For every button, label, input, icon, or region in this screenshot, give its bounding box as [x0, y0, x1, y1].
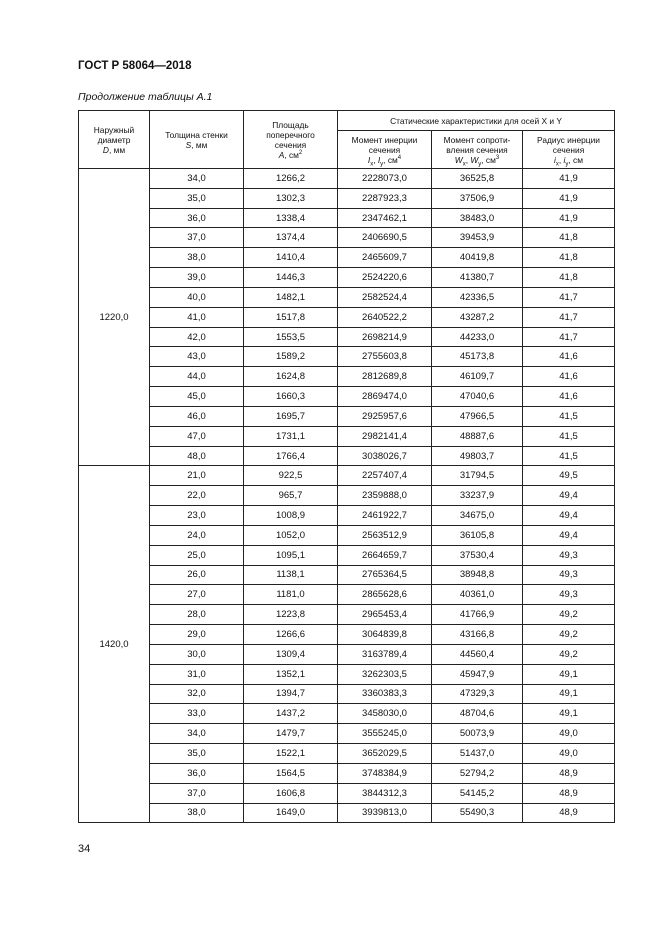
moment-of-inertia-cell: 2465609,7: [338, 248, 432, 268]
area-cell: 1479,7: [244, 724, 338, 744]
table-row: [79, 327, 615, 347]
section-modulus-cell: 50073,9: [432, 724, 523, 744]
table-row: [79, 406, 615, 426]
moment-of-inertia-cell: 2812689,8: [338, 367, 432, 387]
moment-of-inertia-cell: 2925957,6: [338, 406, 432, 426]
table-row: [79, 466, 615, 486]
moment-of-inertia-cell: 3458030,0: [338, 704, 432, 724]
wall-thickness-cell: 23,0: [150, 506, 244, 526]
header-section-modulus: Момент сопроти- вления сечения $W_x$, $W_y$, $см^3$: [432, 131, 523, 169]
table-row: [79, 506, 615, 526]
table-row: [79, 307, 615, 327]
moment-of-inertia-cell: 3939813,0: [338, 803, 432, 823]
table-row: [79, 625, 615, 645]
wall-thickness-cell: 40,0: [150, 287, 244, 307]
table-caption: Продолжение таблицы А.1: [78, 91, 213, 103]
moment-of-inertia-cell: 2865628,6: [338, 585, 432, 605]
table-row: [79, 446, 615, 466]
moment-of-inertia-cell: 3038026,7: [338, 446, 432, 466]
moment-of-inertia-cell: 2582524,4: [338, 287, 432, 307]
moment-of-inertia-cell: 2640522,2: [338, 307, 432, 327]
moment-of-inertia-cell: 2287923,3: [338, 188, 432, 208]
radius-of-gyration-cell: 41,7: [523, 327, 615, 347]
document-header: ГОСТ Р 58064—2018: [78, 60, 192, 72]
area-cell: 922,5: [244, 466, 338, 486]
moment-of-inertia-cell: 3262303,5: [338, 664, 432, 684]
moment-of-inertia-cell: 2765364,5: [338, 565, 432, 585]
section-modulus-cell: 45173,8: [432, 347, 523, 367]
radius-of-gyration-cell: 48,9: [523, 763, 615, 783]
table-row: [79, 228, 615, 248]
area-cell: 1338,4: [244, 208, 338, 228]
section-modulus-cell: 47966,5: [432, 406, 523, 426]
radius-of-gyration-cell: 41,5: [523, 426, 615, 446]
wall-thickness-cell: 22,0: [150, 486, 244, 506]
area-cell: 1766,4: [244, 446, 338, 466]
moment-of-inertia-cell: 2563512,9: [338, 525, 432, 545]
moment-of-inertia-cell: 3163789,4: [338, 644, 432, 664]
area-cell: 1008,9: [244, 506, 338, 526]
moment-of-inertia-cell: 3652029,5: [338, 744, 432, 764]
radius-of-gyration-cell: 41,8: [523, 248, 615, 268]
area-cell: 1352,1: [244, 664, 338, 684]
section-modulus-cell: 44233,0: [432, 327, 523, 347]
section-modulus-cell: 40419,8: [432, 248, 523, 268]
wall-thickness-cell: 38,0: [150, 803, 244, 823]
radius-of-gyration-cell: 41,6: [523, 367, 615, 387]
outer-diameter-cell: 1220,0: [79, 169, 150, 466]
moment-of-inertia-cell: 2359888,0: [338, 486, 432, 506]
section-modulus-cell: 38948,8: [432, 565, 523, 585]
radius-of-gyration-cell: 49,4: [523, 525, 615, 545]
section-modulus-cell: 44560,4: [432, 644, 523, 664]
wall-thickness-cell: 25,0: [150, 545, 244, 565]
table-row: [79, 268, 615, 288]
moment-of-inertia-cell: 2406690,5: [338, 228, 432, 248]
radius-of-gyration-cell: 49,1: [523, 684, 615, 704]
moment-of-inertia-cell: 3748384,9: [338, 763, 432, 783]
radius-of-gyration-cell: 49,5: [523, 466, 615, 486]
area-cell: 1374,4: [244, 228, 338, 248]
radius-of-gyration-cell: 41,8: [523, 228, 615, 248]
table-row: [79, 367, 615, 387]
section-modulus-cell: 38483,0: [432, 208, 523, 228]
page-number: 34: [78, 843, 91, 855]
section-modulus-cell: 47329,3: [432, 684, 523, 704]
moment-of-inertia-cell: 2461922,7: [338, 506, 432, 526]
header-radius-of-gyration: Радиус инерции сечения $i_x$, $i_y$, см: [523, 131, 615, 169]
area-cell: 1410,4: [244, 248, 338, 268]
radius-of-gyration-cell: 48,9: [523, 803, 615, 823]
section-modulus-cell: 47040,6: [432, 387, 523, 407]
radius-of-gyration-cell: 49,3: [523, 565, 615, 585]
radius-of-gyration-cell: 41,8: [523, 268, 615, 288]
moment-of-inertia-cell: 2664659,7: [338, 545, 432, 565]
area-cell: 1564,5: [244, 763, 338, 783]
section-modulus-cell: 45947,9: [432, 664, 523, 684]
header-static-characteristics: Статические характеристики для осей X и Y: [338, 111, 615, 131]
moment-of-inertia-cell: 3844312,3: [338, 783, 432, 803]
radius-of-gyration-cell: 49,1: [523, 704, 615, 724]
radius-of-gyration-cell: 49,4: [523, 506, 615, 526]
section-modulus-cell: 43166,8: [432, 625, 523, 645]
section-modulus-cell: 48887,6: [432, 426, 523, 446]
area-cell: 1731,1: [244, 426, 338, 446]
area-cell: 1589,2: [244, 347, 338, 367]
header-cross-section-area: Площадь поперечного сечения A, $см^2$: [244, 111, 338, 169]
wall-thickness-cell: 36,0: [150, 208, 244, 228]
radius-of-gyration-cell: 41,9: [523, 208, 615, 228]
wall-thickness-cell: 39,0: [150, 268, 244, 288]
area-cell: 1394,7: [244, 684, 338, 704]
section-modulus-cell: 31794,5: [432, 466, 523, 486]
table-row: [79, 763, 615, 783]
wall-thickness-cell: 31,0: [150, 664, 244, 684]
section-modulus-cell: 40361,0: [432, 585, 523, 605]
radius-of-gyration-cell: 49,4: [523, 486, 615, 506]
wall-thickness-cell: 47,0: [150, 426, 244, 446]
radius-of-gyration-cell: 49,3: [523, 545, 615, 565]
moment-of-inertia-cell: 2228073,0: [338, 169, 432, 189]
area-cell: 1482,1: [244, 287, 338, 307]
section-modulus-cell: 54145,2: [432, 783, 523, 803]
steel-pipe-properties-table: [78, 110, 615, 823]
area-cell: 1660,3: [244, 387, 338, 407]
moment-of-inertia-cell: 2755603,8: [338, 347, 432, 367]
table-row: [79, 387, 615, 407]
wall-thickness-cell: 21,0: [150, 466, 244, 486]
wall-thickness-cell: 42,0: [150, 327, 244, 347]
moment-of-inertia-cell: 2347462,1: [338, 208, 432, 228]
radius-of-gyration-cell: 49,2: [523, 625, 615, 645]
table-row: [79, 525, 615, 545]
section-modulus-cell: 33237,9: [432, 486, 523, 506]
radius-of-gyration-cell: 49,1: [523, 664, 615, 684]
radius-of-gyration-cell: 41,9: [523, 188, 615, 208]
radius-of-gyration-cell: 49,3: [523, 585, 615, 605]
area-cell: 1624,8: [244, 367, 338, 387]
radius-of-gyration-cell: 41,9: [523, 169, 615, 189]
wall-thickness-cell: 41,0: [150, 307, 244, 327]
area-cell: 1695,7: [244, 406, 338, 426]
table-row: [79, 287, 615, 307]
table-row: [79, 169, 615, 189]
moment-of-inertia-cell: 3064839,8: [338, 625, 432, 645]
header-outer-diameter: Наружный диаметр D, мм: [79, 111, 150, 169]
section-modulus-cell: 34675,0: [432, 506, 523, 526]
section-modulus-cell: 43287,2: [432, 307, 523, 327]
radius-of-gyration-cell: 41,6: [523, 347, 615, 367]
area-cell: 1553,5: [244, 327, 338, 347]
section-modulus-cell: 42336,5: [432, 287, 523, 307]
wall-thickness-cell: 34,0: [150, 724, 244, 744]
radius-of-gyration-cell: 41,6: [523, 387, 615, 407]
wall-thickness-cell: 34,0: [150, 169, 244, 189]
area-cell: 1522,1: [244, 744, 338, 764]
section-modulus-cell: 52794,2: [432, 763, 523, 783]
wall-thickness-cell: 37,0: [150, 783, 244, 803]
table-row: [79, 426, 615, 446]
wall-thickness-cell: 48,0: [150, 446, 244, 466]
moment-of-inertia-cell: 3360383,3: [338, 684, 432, 704]
area-cell: 1649,0: [244, 803, 338, 823]
area-cell: 1052,0: [244, 525, 338, 545]
area-cell: 1138,1: [244, 565, 338, 585]
section-modulus-cell: 55490,3: [432, 803, 523, 823]
area-cell: 1446,3: [244, 268, 338, 288]
table-row: [79, 545, 615, 565]
area-cell: 1266,2: [244, 169, 338, 189]
wall-thickness-cell: 38,0: [150, 248, 244, 268]
section-modulus-cell: 49803,7: [432, 446, 523, 466]
table-row: [79, 585, 615, 605]
moment-of-inertia-cell: 2257407,4: [338, 466, 432, 486]
wall-thickness-cell: 24,0: [150, 525, 244, 545]
moment-of-inertia-cell: 2698214,9: [338, 327, 432, 347]
section-modulus-cell: 36105,8: [432, 525, 523, 545]
area-cell: 1266,6: [244, 625, 338, 645]
wall-thickness-cell: 35,0: [150, 188, 244, 208]
table-row: [79, 783, 615, 803]
table-row: [79, 803, 615, 823]
wall-thickness-cell: 35,0: [150, 744, 244, 764]
radius-of-gyration-cell: 49,0: [523, 724, 615, 744]
table-row: [79, 347, 615, 367]
area-cell: 1302,3: [244, 188, 338, 208]
area-cell: 1095,1: [244, 545, 338, 565]
radius-of-gyration-cell: 41,5: [523, 446, 615, 466]
table-row: [79, 248, 615, 268]
outer-diameter-cell: 1420,0: [79, 466, 150, 823]
wall-thickness-cell: 46,0: [150, 406, 244, 426]
table-row: [79, 208, 615, 228]
table-row: [79, 565, 615, 585]
wall-thickness-cell: 33,0: [150, 704, 244, 724]
radius-of-gyration-cell: 48,9: [523, 783, 615, 803]
table-row: [79, 744, 615, 764]
table-row: [79, 684, 615, 704]
table-row: [79, 664, 615, 684]
area-cell: 1309,4: [244, 644, 338, 664]
section-modulus-cell: 51437,0: [432, 744, 523, 764]
section-modulus-cell: 37530,4: [432, 545, 523, 565]
section-modulus-cell: 46109,7: [432, 367, 523, 387]
moment-of-inertia-cell: 2982141,4: [338, 426, 432, 446]
table-row: [79, 605, 615, 625]
moment-of-inertia-cell: 2965453,4: [338, 605, 432, 625]
header-moment-of-inertia: Момент инерции сечения $I_x$, $I_y$, $см^4$: [338, 131, 432, 169]
section-modulus-cell: 37506,9: [432, 188, 523, 208]
wall-thickness-cell: 43,0: [150, 347, 244, 367]
wall-thickness-cell: 27,0: [150, 585, 244, 605]
table-row: [79, 704, 615, 724]
section-modulus-cell: 48704,6: [432, 704, 523, 724]
wall-thickness-cell: 29,0: [150, 625, 244, 645]
wall-thickness-cell: 30,0: [150, 644, 244, 664]
header-wall-thickness: Толщина стенки S, мм: [150, 111, 244, 169]
moment-of-inertia-cell: 3555245,0: [338, 724, 432, 744]
moment-of-inertia-cell: 2869474,0: [338, 387, 432, 407]
section-modulus-cell: 39453,9: [432, 228, 523, 248]
radius-of-gyration-cell: 41,7: [523, 287, 615, 307]
table-row: [79, 188, 615, 208]
radius-of-gyration-cell: 49,2: [523, 644, 615, 664]
moment-of-inertia-cell: 2524220,6: [338, 268, 432, 288]
section-modulus-cell: 41380,7: [432, 268, 523, 288]
section-modulus-cell: 41766,9: [432, 605, 523, 625]
area-cell: 1181,0: [244, 585, 338, 605]
radius-of-gyration-cell: 41,7: [523, 307, 615, 327]
wall-thickness-cell: 26,0: [150, 565, 244, 585]
table-row: [79, 644, 615, 664]
radius-of-gyration-cell: 49,2: [523, 605, 615, 625]
wall-thickness-cell: 37,0: [150, 228, 244, 248]
area-cell: 965,7: [244, 486, 338, 506]
wall-thickness-cell: 45,0: [150, 387, 244, 407]
wall-thickness-cell: 44,0: [150, 367, 244, 387]
table-row: [79, 486, 615, 506]
section-modulus-cell: 36525,8: [432, 169, 523, 189]
area-cell: 1517,8: [244, 307, 338, 327]
area-cell: 1223,8: [244, 605, 338, 625]
radius-of-gyration-cell: 49,0: [523, 744, 615, 764]
wall-thickness-cell: 32,0: [150, 684, 244, 704]
radius-of-gyration-cell: 41,5: [523, 406, 615, 426]
table-body: [79, 169, 615, 823]
wall-thickness-cell: 28,0: [150, 605, 244, 625]
wall-thickness-cell: 36,0: [150, 763, 244, 783]
area-cell: 1437,2: [244, 704, 338, 724]
area-cell: 1606,8: [244, 783, 338, 803]
table-row: [79, 724, 615, 744]
